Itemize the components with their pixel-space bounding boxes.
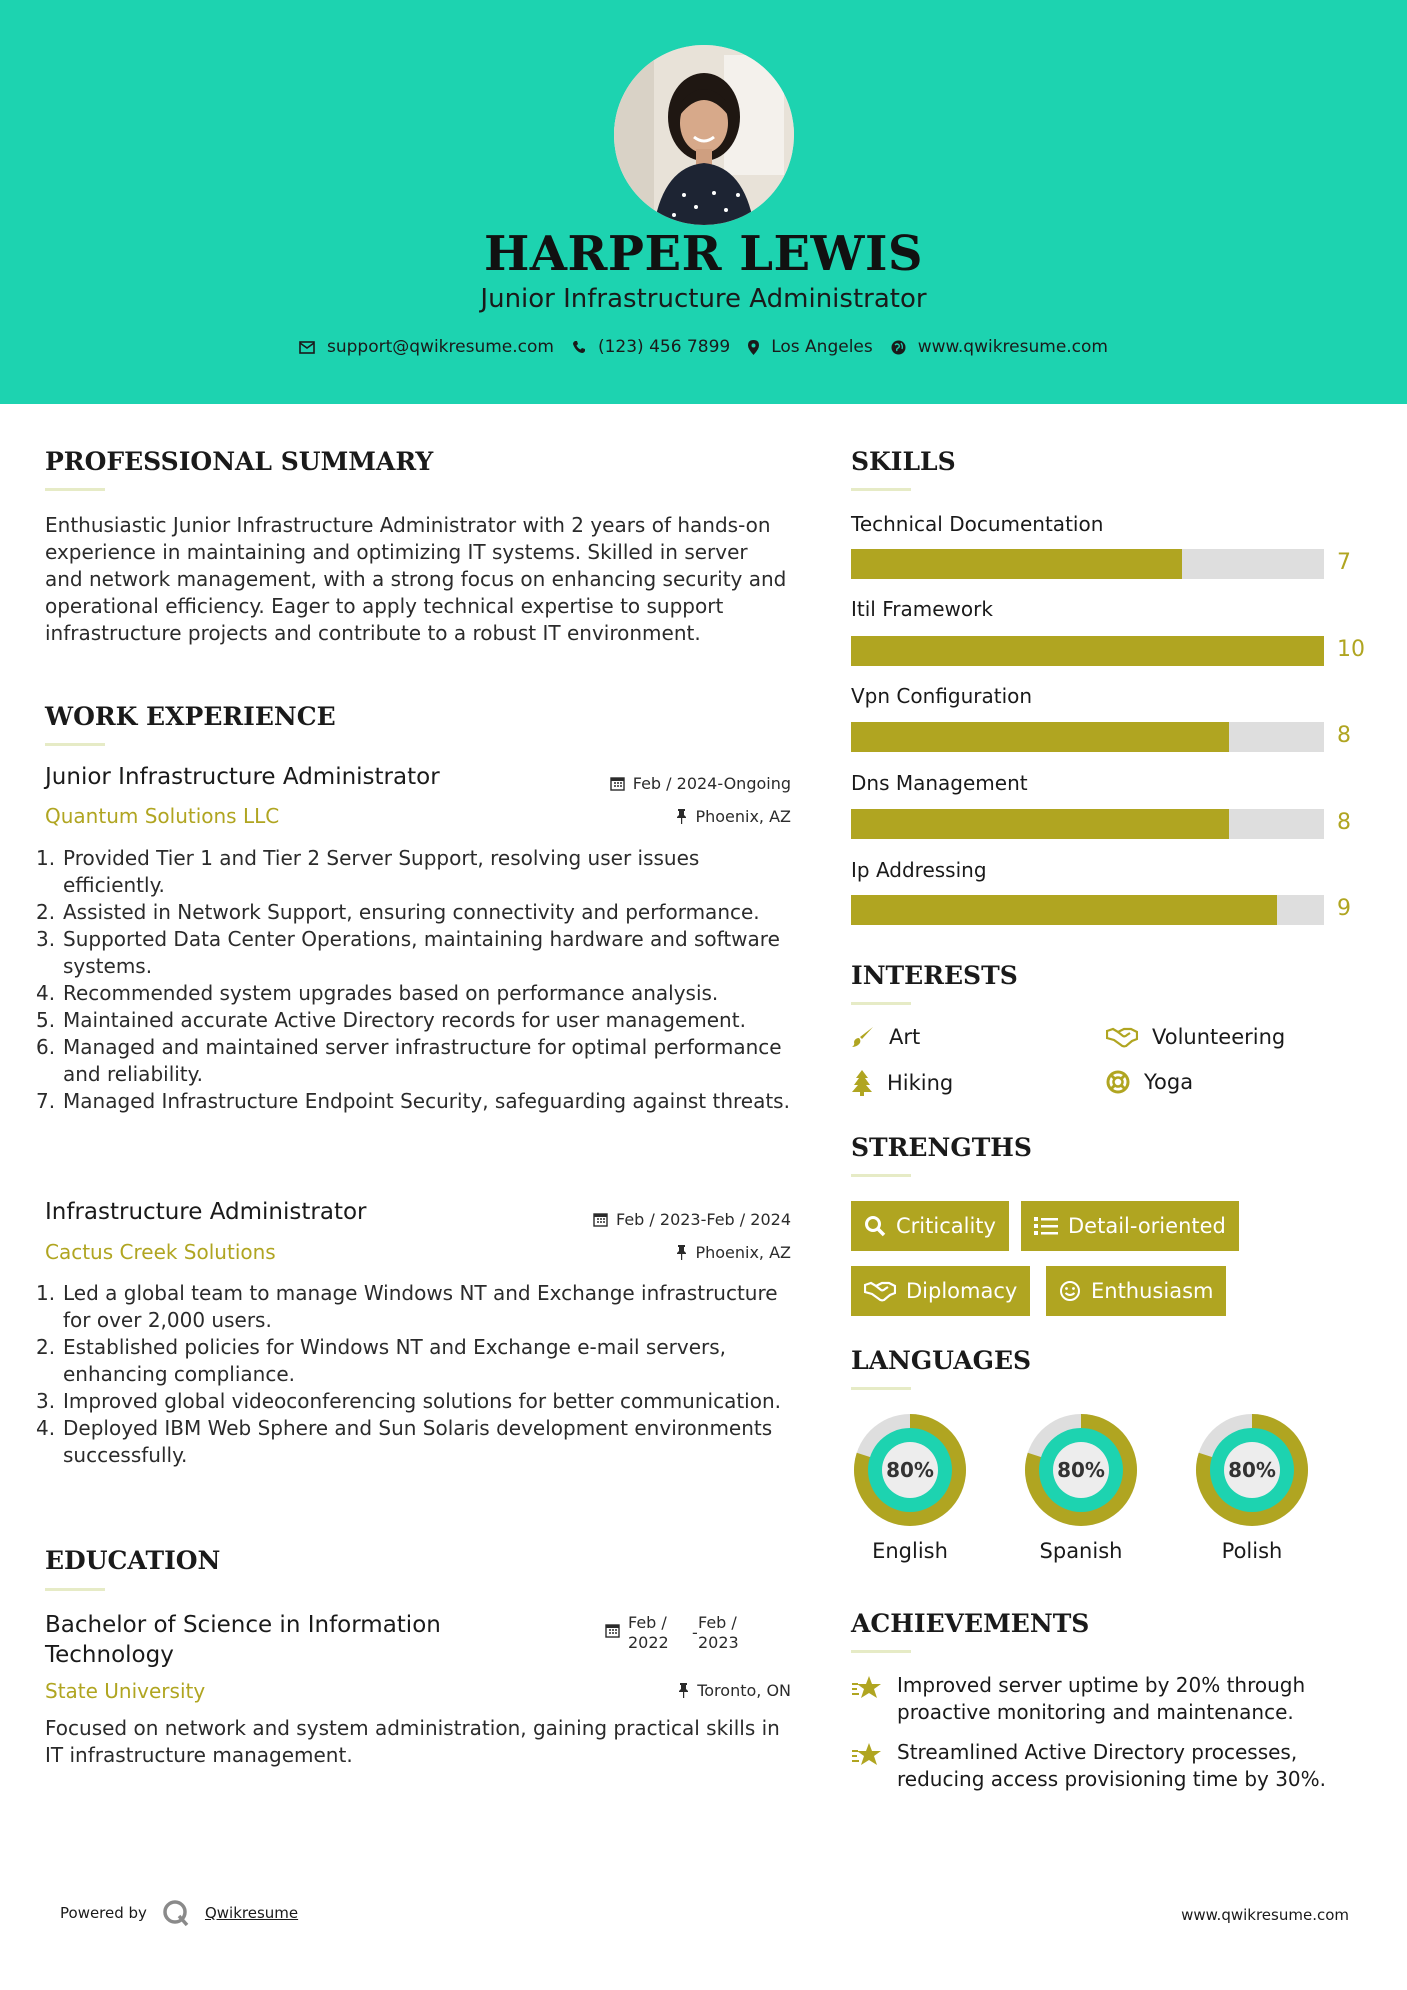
- skill-bar-fill: [851, 809, 1229, 839]
- duty-text: Managed and maintained server infrastructure for optimal performance and reliability.: [63, 1035, 782, 1086]
- paintbrush-icon: [851, 1025, 875, 1049]
- candidate-name: HARPER LEWIS: [483, 226, 924, 282]
- education-start: [628, 1613, 692, 1653]
- calendar-icon: [605, 1623, 620, 1638]
- search-icon: [864, 1215, 886, 1237]
- date-dash: -: [692, 1623, 698, 1642]
- map-pin-icon: [748, 340, 759, 355]
- interest-art: [851, 1025, 920, 1049]
- experience-heading: WORK EXPERIENCE: [45, 702, 336, 731]
- list-item: 2. Assisted in Network Support, ensuring connectivity and performance.: [36, 900, 760, 924]
- star-badge-icon: [851, 1741, 883, 1769]
- job-2-title: Infrastructure Administrator: [45, 1199, 367, 1225]
- duty-text: Maintained accurate Active Directory records for user management.: [63, 1008, 746, 1032]
- qwikresume-link[interactable]: Qwikresume: [204, 1904, 299, 1922]
- job-1-location: [676, 807, 791, 826]
- duty-text: Established policies for Windows NT and Exchange e-mail servers, enhancing compliance.: [63, 1335, 727, 1386]
- footer-powered-by: [60, 1898, 298, 1928]
- job-1-title: Junior Infrastructure Administrator: [45, 764, 440, 790]
- skill-value: 10: [1337, 637, 1365, 662]
- education-rule: [45, 1588, 105, 1591]
- job-2-location: [676, 1243, 791, 1262]
- job-1-company: Quantum Solutions LLC: [45, 804, 280, 828]
- list-item: 1. Led a global team to manage Windows NT and Exchange infrastructure for over 2,000 users.: [36, 1280, 796, 1334]
- job-2-company: Cactus Creek Solutions: [45, 1240, 276, 1264]
- skill-bar: [851, 895, 1324, 925]
- school-name: State University: [45, 1679, 206, 1703]
- interest-volunteering: [1106, 1025, 1285, 1049]
- achievement-item: [851, 1739, 1371, 1793]
- language-percent: 80%: [886, 1458, 934, 1482]
- website-text: www.qwikresume.com: [917, 337, 1108, 357]
- education-heading: EDUCATION: [45, 1546, 221, 1575]
- duty-text: Led a global team to manage Windows NT and Exchange infrastructure for over 2,000 users.: [63, 1281, 778, 1332]
- profile-photo: [614, 45, 794, 225]
- qwikresume-logo-icon: [161, 1898, 191, 1928]
- skill-bar-fill: [851, 636, 1324, 666]
- smiley-icon: [1059, 1280, 1081, 1302]
- duty-text: Provided Tier 1 and Tier 2 Server Support, resolving user issues efficiently.: [63, 846, 700, 897]
- strengths-heading: STRENGTHS: [851, 1133, 1032, 1162]
- interest-hiking: [851, 1070, 953, 1096]
- strength-label: Detail-oriented: [1068, 1214, 1226, 1238]
- handshake-icon: [1106, 1026, 1138, 1048]
- tree-icon: [851, 1070, 873, 1096]
- interest-label: Yoga: [1144, 1070, 1194, 1094]
- education-text: Focused on network and system administration, gaining practical skills in IT infrastructure management.: [45, 1716, 780, 1767]
- duty-text: Deployed IBM Web Sphere and Sun Solaris development environments successfully.: [63, 1416, 773, 1467]
- job-2-duties: [36, 1280, 796, 1469]
- star-badge-icon: [851, 1674, 883, 1702]
- language-label: Polish: [1221, 1539, 1283, 1563]
- end-year: 2023: [698, 1633, 739, 1652]
- pushpin-icon: [678, 1683, 689, 1698]
- phone-text: (123) 456 7899: [597, 337, 731, 357]
- education-location-text: Toronto, ON: [697, 1681, 791, 1700]
- list-icon: [1034, 1216, 1058, 1236]
- footer-url[interactable]: www.qwikresume.com: [1181, 1906, 1349, 1924]
- list-item: 4. Deployed IBM Web Sphere and Sun Solaris development environments successfully.: [36, 1415, 796, 1469]
- location-text: Los Angeles: [771, 337, 873, 357]
- skill-bar: [851, 809, 1324, 839]
- skill-bar-fill: [851, 722, 1229, 752]
- pushpin-icon: [676, 809, 687, 824]
- education-end: [698, 1613, 739, 1653]
- list-item: 2. Established policies for Windows NT and Exchange e-mail servers, enhancing compliance.: [36, 1334, 796, 1388]
- skills-heading: SKILLS: [851, 447, 956, 476]
- end-month: Feb /: [698, 1613, 737, 1632]
- header-banner: [0, 0, 1407, 404]
- skill-bar: [851, 549, 1324, 579]
- list-item: 6. Managed and maintained server infrastructure for optimal performance and reliability.: [36, 1034, 796, 1088]
- interest-label: Volunteering: [1152, 1025, 1286, 1049]
- list-item: 1. Provided Tier 1 and Tier 2 Server Support, resolving user issues efficiently.: [36, 845, 796, 899]
- language-donut: [1021, 1408, 1145, 1532]
- language-spanish: [1021, 1408, 1145, 1568]
- envelope-icon: [299, 341, 315, 354]
- pushpin-icon: [676, 1245, 687, 1260]
- skills-rule: [851, 488, 911, 491]
- duty-text: Improved global videoconferencing solutions for better communication.: [63, 1389, 781, 1413]
- phone-icon: [572, 340, 586, 354]
- education-location: [678, 1681, 791, 1700]
- strengths-rule: [851, 1174, 911, 1177]
- interests-rule: [851, 1002, 911, 1005]
- achievement-text: Streamlined Active Directory processes, reducing access provisioning time by 30%.: [897, 1740, 1327, 1791]
- lifebuoy-icon: [1106, 1070, 1130, 1094]
- list-item: 7. Managed Infrastructure Endpoint Security, safeguarding against threats.: [36, 1089, 790, 1113]
- skill-value: 8: [1337, 723, 1351, 748]
- job-2-dates-text: Feb / 2023-Feb / 2024: [616, 1210, 791, 1229]
- skill-label: Technical Documentation: [851, 512, 1104, 536]
- job-1-dates-text: Feb / 2024-Ongoing: [632, 774, 791, 793]
- achievements-heading: ACHIEVEMENTS: [851, 1609, 1090, 1638]
- powered-by-text: Powered by: [60, 1904, 147, 1922]
- interests-heading: INTERESTS: [851, 961, 1018, 990]
- language-english: [850, 1408, 974, 1568]
- job-1-duties: [36, 845, 796, 1115]
- calendar-icon: [593, 1212, 608, 1227]
- experience-rule: [45, 743, 105, 746]
- skill-value: 8: [1337, 810, 1351, 835]
- language-donut: [1192, 1408, 1316, 1532]
- duty-text: Recommended system upgrades based on performance analysis.: [63, 981, 719, 1005]
- contact-location: [748, 337, 873, 357]
- job-2-location-text: Phoenix, AZ: [695, 1243, 791, 1262]
- strength-label: Enthusiasm: [1091, 1279, 1214, 1303]
- language-label: Spanish: [1039, 1539, 1123, 1563]
- list-item: 5. Maintained accurate Active Directory records for user management.: [36, 1008, 746, 1032]
- job-1-location-text: Phoenix, AZ: [695, 807, 791, 826]
- skill-label: Dns Management: [851, 771, 1028, 795]
- interest-yoga: [1106, 1070, 1193, 1094]
- strength-label: Diplomacy: [906, 1279, 1018, 1303]
- skill-value: 7: [1337, 550, 1351, 575]
- skill-bar: [851, 722, 1324, 752]
- job-1-dates: [610, 774, 791, 793]
- list-item: 3. Supported Data Center Operations, maintaining hardware and software systems.: [36, 926, 796, 980]
- achievements-rule: [851, 1650, 911, 1653]
- strength-tag-enthusiasm: [1046, 1266, 1226, 1316]
- candidate-title: Junior Infrastructure Administrator: [480, 284, 927, 314]
- skill-bar: [851, 636, 1324, 666]
- language-polish: [1192, 1408, 1316, 1568]
- strength-tag-diplomacy: [851, 1266, 1030, 1316]
- handshake-icon: [864, 1280, 896, 1302]
- achievement-item: [851, 1672, 1371, 1726]
- start-year: 2022: [628, 1633, 669, 1652]
- strength-tag-detail-oriented: [1021, 1201, 1239, 1251]
- duty-text: Managed Infrastructure Endpoint Security, safeguarding against threats.: [63, 1089, 790, 1113]
- skill-label: Vpn Configuration: [851, 684, 1033, 708]
- list-item: 4. Recommended system upgrades based on performance analysis.: [36, 981, 719, 1005]
- calendar-icon: [610, 776, 625, 791]
- job-2-dates: [593, 1210, 791, 1229]
- languages-rule: [851, 1387, 911, 1390]
- degree-title: Bachelor of Science in Information Technology: [45, 1612, 441, 1668]
- list-item: 3. Improved global videoconferencing solutions for better communication.: [36, 1389, 781, 1413]
- skill-bar-fill: [851, 549, 1182, 579]
- language-donut: [850, 1408, 974, 1532]
- start-month: Feb /: [628, 1613, 667, 1632]
- languages-heading: LANGUAGES: [851, 1346, 1032, 1375]
- summary-rule: [45, 488, 105, 491]
- summary-heading: PROFESSIONAL SUMMARY: [45, 447, 434, 476]
- language-label: English: [872, 1539, 948, 1563]
- skill-value: 9: [1337, 896, 1351, 921]
- language-percent: 80%: [1057, 1458, 1105, 1482]
- skill-bar-fill: [851, 895, 1277, 925]
- interest-label: Hiking: [887, 1071, 954, 1095]
- strength-tag-criticality: [851, 1201, 1009, 1251]
- email-text: support@qwikresume.com: [327, 337, 554, 357]
- contact-row: [0, 337, 1407, 357]
- skill-label: Itil Framework: [851, 597, 993, 621]
- skill-label: Ip Addressing: [851, 858, 987, 882]
- language-percent: 80%: [1228, 1458, 1276, 1482]
- contact-email[interactable]: [299, 337, 554, 357]
- duty-text: Supported Data Center Operations, maintaining hardware and software systems.: [63, 927, 780, 978]
- globe-icon: [891, 340, 906, 355]
- summary-text: Enthusiastic Junior Infrastructure Administrator with 2 years of hands-on experience in maintaining and optimizing IT systems. Skilled in server and network management, with a strong focus on enhancing security and operational efficiency. Eager to apply technical expertise to support infrastructure projects and contribute to a robust IT environment.: [45, 513, 787, 645]
- contact-website[interactable]: [891, 337, 1108, 357]
- achievement-text: Improved server uptime by 20% through proactive monitoring and maintenance.: [897, 1673, 1306, 1724]
- contact-phone[interactable]: [572, 337, 730, 357]
- interest-label: Art: [889, 1025, 921, 1049]
- duty-text: Assisted in Network Support, ensuring connectivity and performance.: [63, 900, 760, 924]
- strength-label: Criticality: [896, 1214, 996, 1238]
- education-dates: [605, 1613, 739, 1653]
